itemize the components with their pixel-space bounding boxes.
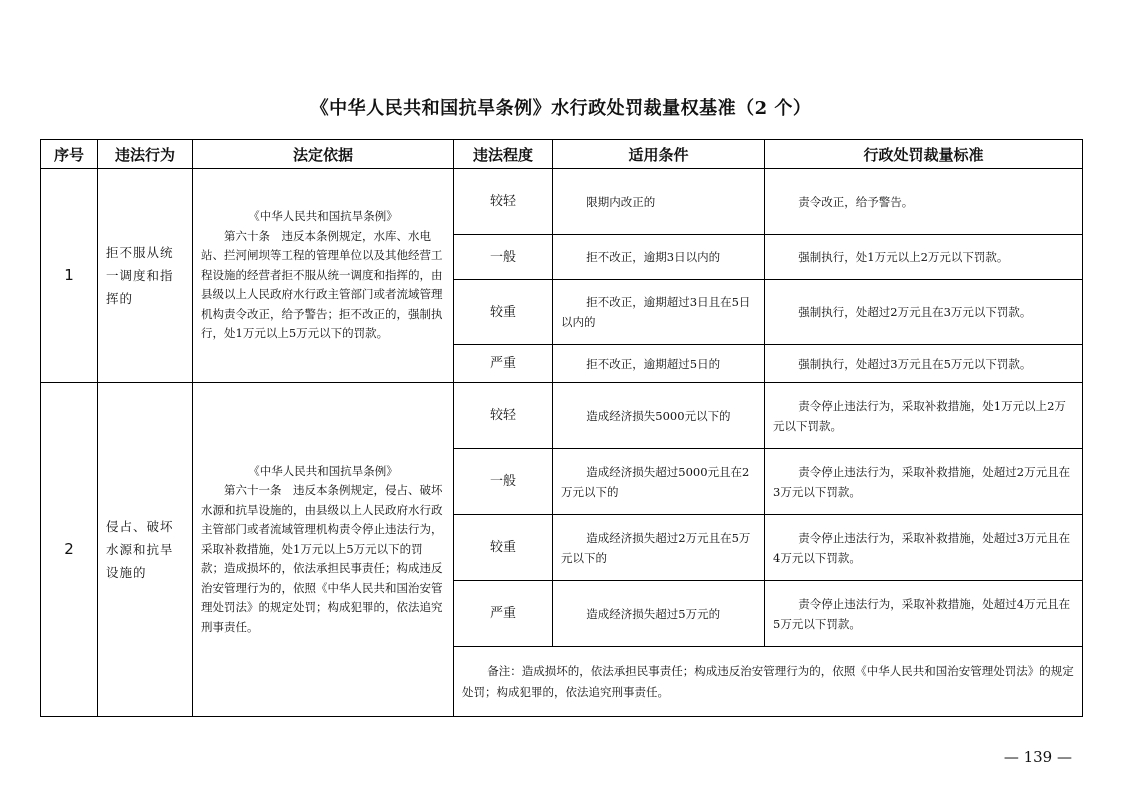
standard-cell: 责令停止违法行为，采取补救措施，处1万元以上2万元以下罚款。 — [765, 383, 1083, 449]
degree-cell: 较轻 — [454, 383, 553, 449]
row-number: 2 — [41, 383, 98, 717]
violation-act: 拒不服从统一调度和指挥的 — [98, 169, 193, 383]
degree-cell: 较重 — [454, 515, 553, 581]
col-header-conditions: 适用条件 — [553, 140, 765, 169]
basis-body: 第六十一条 违反本条例规定，侵占、破坏水源和抗旱设施的，由县级以上人民政府水行政主管部门或者流域管理机构责令停止违法行为，采取补救措施，处1万元以上5万元以下的罚款；造成损坏的，依法承担民事责任；构成违反治安管理行为的，依照《中华人民共和国治安管理处罚法》的规定处罚；构成犯罪的，依法追究刑事责任。 — [201, 483, 443, 634]
col-header-degree: 违法程度 — [454, 140, 553, 169]
standard-cell: 强制执行，处超过2万元且在3万元以下罚款。 — [765, 280, 1083, 345]
degree-cell: 一般 — [454, 449, 553, 515]
condition-cell: 造成经济损失超过5万元的 — [553, 581, 765, 647]
degree-cell: 较轻 — [454, 169, 553, 235]
violation-act: 侵占、破坏水源和抗旱设施的 — [98, 383, 193, 717]
legal-basis — [193, 169, 454, 383]
table-row — [41, 383, 1083, 449]
condition-cell: 拒不改正，逾期超过3日且在5日以内的 — [553, 280, 765, 345]
standard-cell: 责令停止违法行为，采取补救措施，处超过3万元且在4万元以下罚款。 — [765, 515, 1083, 581]
col-header-number: 序号 — [41, 140, 98, 169]
page-number: — 139 — — [1003, 748, 1072, 766]
remark-note: 备注：造成损坏的，依法承担民事责任；构成违反治安管理行为的，依照《中华人民共和国治安管理处罚法》的规定处罚；构成犯罪的，依法追究刑事责任。 — [454, 647, 1083, 717]
condition-cell: 拒不改正，逾期超过5日的 — [553, 345, 765, 383]
degree-cell: 严重 — [454, 345, 553, 383]
basis-title: 《中华人民共和国抗旱条例》 — [248, 209, 398, 224]
degree-cell: 严重 — [454, 581, 553, 647]
standard-cell: 强制执行，处超过3万元且在5万元以下罚款。 — [765, 345, 1083, 383]
degree-cell: 较重 — [454, 280, 553, 345]
header-row — [41, 140, 1083, 169]
standard-cell: 责令改正，给予警告。 — [765, 169, 1083, 235]
standard-cell: 强制执行，处1万元以上2万元以下罚款。 — [765, 235, 1083, 280]
basis-title: 《中华人民共和国抗旱条例》 — [248, 463, 398, 478]
condition-cell: 造成经济损失5000元以下的 — [553, 383, 765, 449]
condition-cell: 拒不改正，逾期3日以内的 — [553, 235, 765, 280]
table-row — [41, 169, 1083, 235]
condition-cell: 造成经济损失超过5000元且在2万元以下的 — [553, 449, 765, 515]
penalty-table — [40, 139, 1083, 717]
col-header-legal-basis: 法定依据 — [193, 140, 454, 169]
degree-cell: 一般 — [454, 235, 553, 280]
basis-body: 第六十条 违反本条例规定，水库、水电站、拦河闸坝等工程的管理单位以及其他经营工程设施的经营者拒不服从统一调度和指挥的，由县级以上人民政府水行政主管部门或者流域管理机构责令改正，给予警告；拒不改正的，强制执行，处1万元以上5万元以下的罚款。 — [201, 228, 443, 341]
legal-basis — [193, 383, 454, 717]
condition-cell: 限期内改正的 — [553, 169, 765, 235]
standard-cell: 责令停止违法行为，采取补救措施，处超过2万元且在3万元以下罚款。 — [765, 449, 1083, 515]
row-number: 1 — [41, 169, 98, 383]
col-header-violation: 违法行为 — [98, 140, 193, 169]
page-title: 《中华人民共和国抗旱条例》水行政处罚裁量权基准（2 个） — [310, 98, 812, 119]
col-header-penalty-standard: 行政处罚裁量标准 — [765, 140, 1083, 169]
standard-cell: 责令停止违法行为，采取补救措施，处超过4万元且在5万元以下罚款。 — [765, 581, 1083, 647]
condition-cell: 造成经济损失超过2万元且在5万元以下的 — [553, 515, 765, 581]
